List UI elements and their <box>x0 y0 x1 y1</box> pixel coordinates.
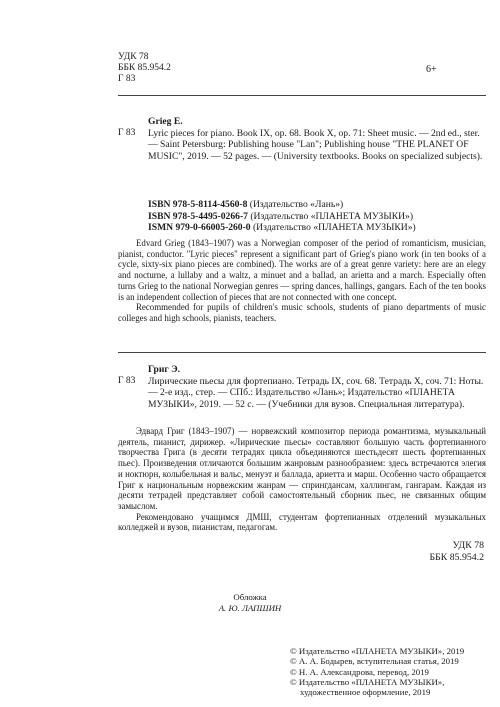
ru-bibliographic-entry <box>148 364 484 410</box>
isbn-number: ISBN 978-5-8114-4560-8 <box>148 199 248 210</box>
copyright-line: © Н. А. Александрова, перевод, 2019 <box>290 666 429 677</box>
udk-code-right: УДК 78 <box>452 540 484 551</box>
cover-credit <box>150 592 350 613</box>
en-abstract-paragraph: Edvard Grieg (1843–1907) was a Norwegian composer of the period of romanticism, musician, pianist, conductor. "Lyric pieces" represent a significant part of Grieg's piano work (in ten books of a cycle, sixty-six piano pieces are combined). The works are of a great genre variety: here are an elegy and nocturne, a lullaby and a waltz, a minuet and a ballad, an arietta and a march. Especially often turns Grieg to the national Norwegian genres — spring dances, hallings, gangars. Each of the ten books is an independent collection of pieces that are not connected with one concept. <box>118 238 486 302</box>
cover-artist: А. Ю. ЛАПШИН <box>218 602 282 613</box>
copyright-block <box>290 646 486 697</box>
ru-abstract-paragraph: Эдвард Григ (1843–1907) — норвежский композитор периода романтизма, музыкальный деятель, пианист, дирижер. «Лирические пьесы» составляют большую часть фортепианного творчества Грига (в десяти тетрадях цикла объединяются шестьдесят шесть фортепианных пьес). Произведения отличаются большим жанровым разнообразием: здесь встречаются элегия и ноктюрн, колыбельная и вальс, менуэт и баллада, ариетта и марш. Особенно часто обращается Григ к национальным норвежским жанрам — спрингдансам, халлингам, гангарам. Каждая из десяти тетрадей представляет собой самостоятельный сборник пьес, не связанных общим замыслом. <box>118 426 486 511</box>
copyright-line: © Издательство «ПЛАНЕТА МУЗЫКИ», 2019 <box>290 646 465 656</box>
isbn-list <box>148 199 484 234</box>
en-author: Grieg E. <box>148 116 183 127</box>
en-recommendation: Recommended for pupils of children's music schools, students of piano departments of music colleges and high schools, pianists, teachers. <box>118 302 486 323</box>
cover-label: Обложка <box>233 592 267 602</box>
en-bibliographic-entry <box>148 116 484 162</box>
ru-author: Григ Э. <box>148 364 181 375</box>
bbk-code: ББК 85.954.2 <box>118 63 171 73</box>
udk-code: УДК 78 <box>118 52 149 62</box>
ismn-publisher: (Издательство «ПЛАНЕТА МУЗЫКИ») <box>250 222 416 234</box>
classification-codes <box>118 52 171 85</box>
udc-block-right <box>380 540 484 564</box>
age-rating: 6+ <box>426 64 437 75</box>
en-description: Lyric pieces for piano. Book IX, op. 68. Book X, op. 71: Sheet music. — 2nd ed., ster. — Saint Petersburg: Publishing house "Lan"; Publishing house "THE PLANET OF MUSIC", 2019. — 52 pages. — (University textbooks. Books on specialized subjects). <box>148 127 483 162</box>
ru-abstract <box>118 426 486 533</box>
isbn-line <box>148 199 484 211</box>
ru-recommendation: Рекомендовано учащимся ДМШ, студентам фортепианных отделений музыкальных колледжей и вузов, пианистам, педагогам. <box>118 511 486 533</box>
bbk-code-right: ББК 85.954.2 <box>429 552 484 563</box>
ismn-number: ISMN 979-0-66005-260-0 <box>148 222 251 234</box>
ismn-line <box>148 222 484 234</box>
isbn-publisher: (Издательство «Лань») <box>247 199 344 210</box>
ru-author-mark: Г 83 <box>118 376 136 386</box>
copyright-line: © Издательство «ПЛАНЕТА МУЗЫКИ», художественное оформление, 2019 <box>290 676 445 698</box>
en-abstract <box>118 238 486 324</box>
author-mark: Г 83 <box>118 74 136 84</box>
en-author-mark: Г 83 <box>118 128 136 138</box>
copyright-line: © А. А. Бодырев, вступительная статья, 2019 <box>290 656 459 667</box>
isbn-publisher: (Издательство «ПЛАНЕТА МУЗЫКИ») <box>247 210 414 222</box>
middle-divider <box>118 352 486 353</box>
ru-description: Лирические пьесы для фортепиано. Тетрадь IX, соч. 68. Тетрадь X, соч. 71: Ноты. — 2-е изд., стер. — СПб.: Издательство «Лань»; Издательство «ПЛАНЕТА МУЗЫКИ», 2019. — 52 с. — (Учебники для вузов. Специальная литература). <box>148 375 484 410</box>
top-divider <box>118 95 486 96</box>
isbn-number: ISBN 978-5-4495-0266-7 <box>148 210 248 222</box>
isbn-line <box>148 211 484 223</box>
